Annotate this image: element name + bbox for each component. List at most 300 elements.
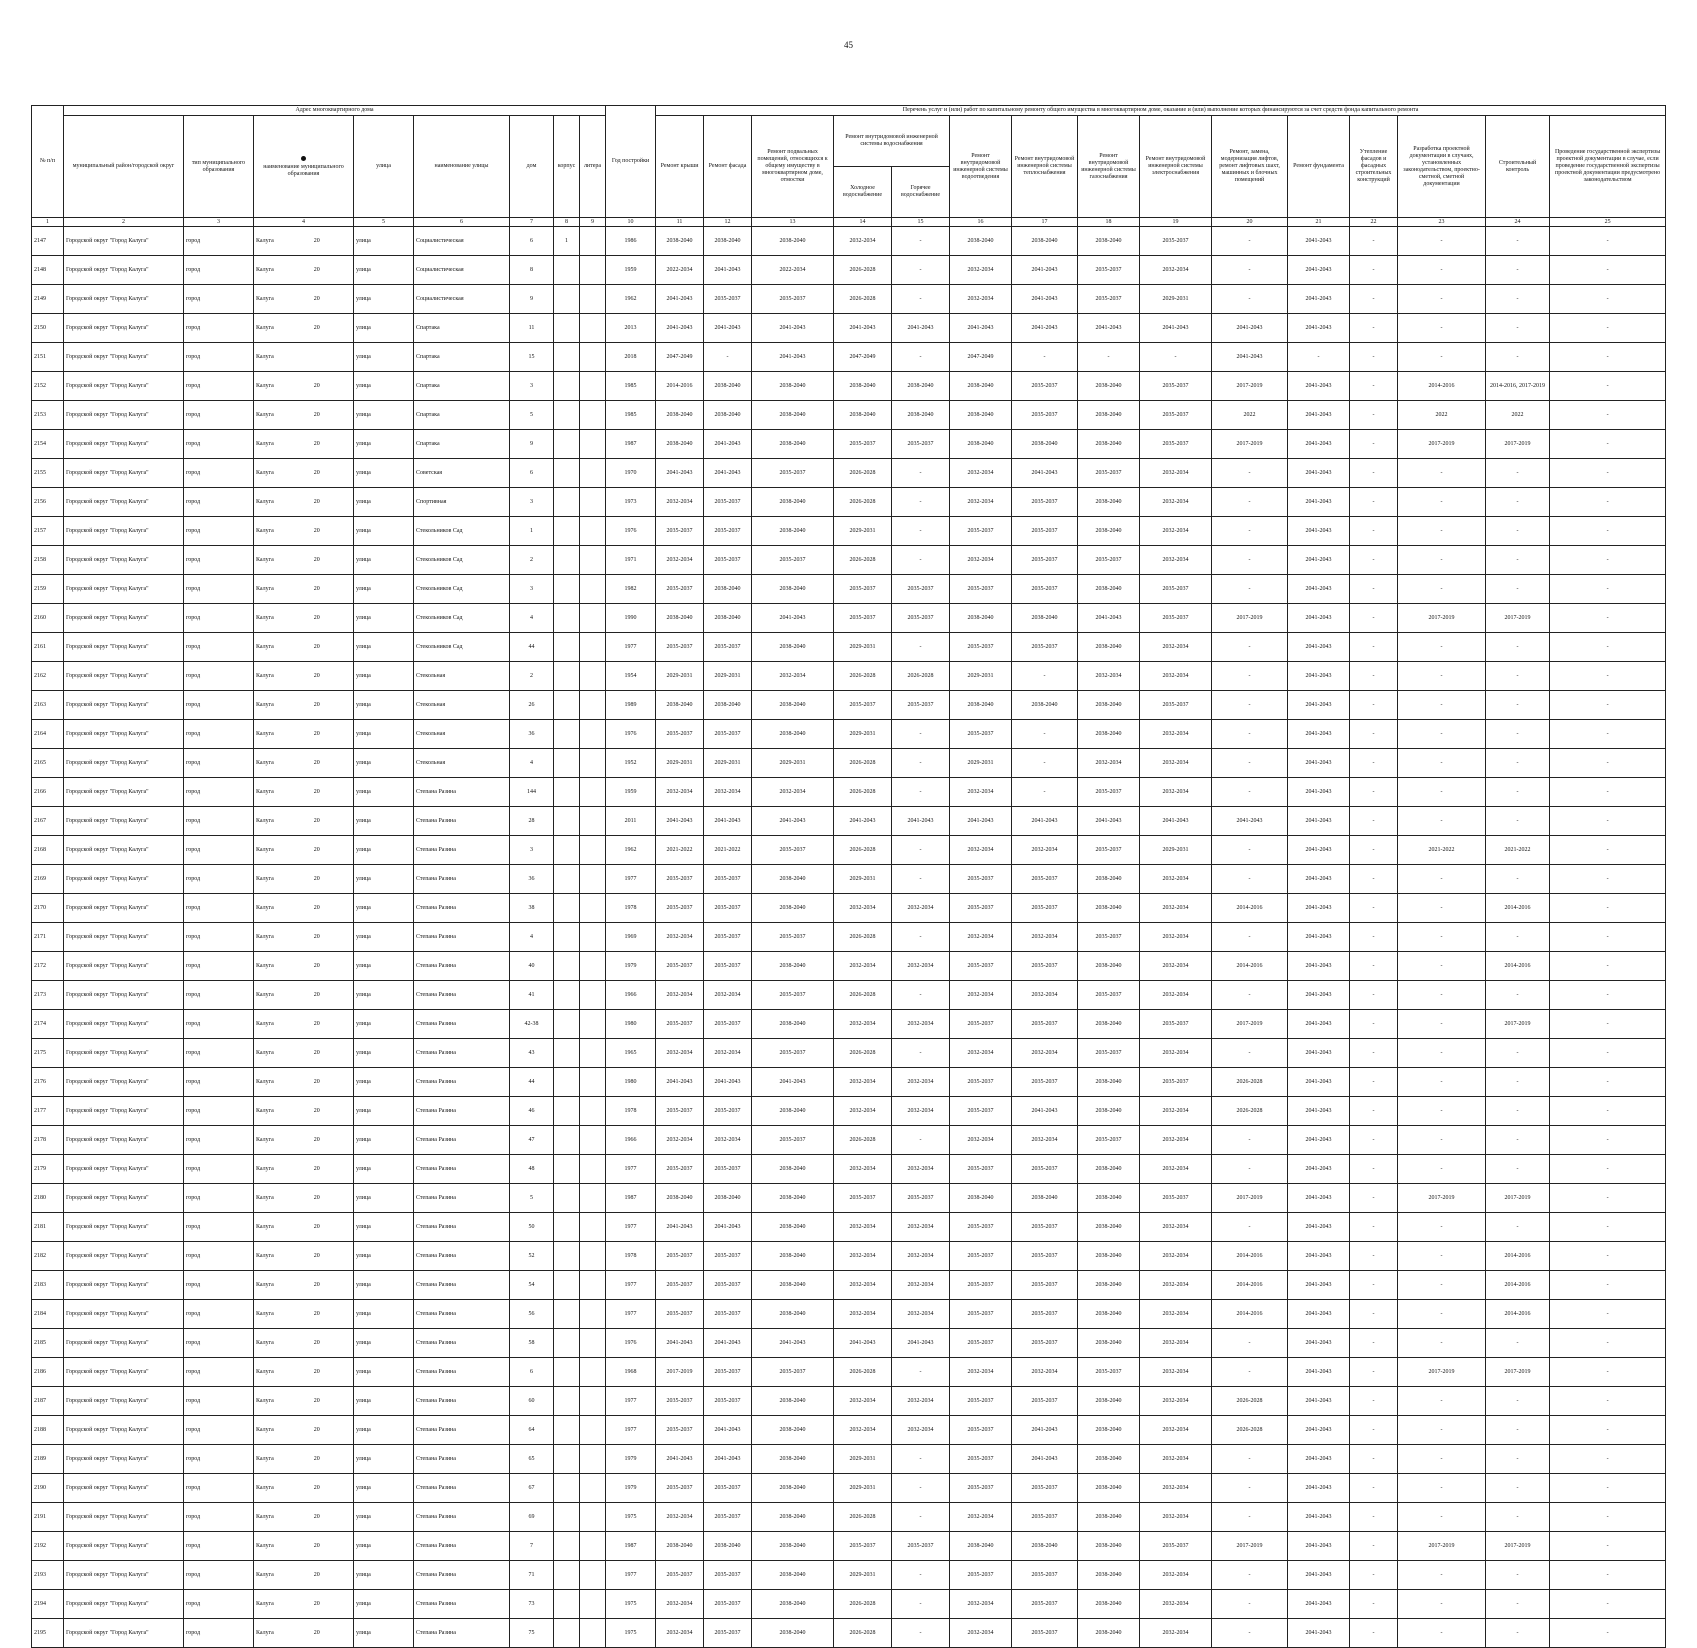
cell-c17: - bbox=[1012, 720, 1078, 749]
cell-c23: - bbox=[1398, 1416, 1486, 1445]
cell-c16: 2032-2034 bbox=[950, 1590, 1012, 1619]
cell-year: 1977 bbox=[606, 1561, 656, 1590]
cell-mo-code-text: 20 bbox=[313, 1078, 320, 1085]
cell-litera bbox=[580, 1039, 606, 1068]
cell-street: Социалистическая bbox=[414, 256, 510, 285]
cell-c12: 2038-2040 bbox=[704, 691, 752, 720]
cell-c25: - bbox=[1550, 1068, 1666, 1097]
cell-n: 2166 bbox=[32, 778, 64, 807]
cell-c18: 2035-2037 bbox=[1078, 778, 1140, 807]
cell-c25: - bbox=[1550, 372, 1666, 401]
table-row bbox=[32, 1039, 1666, 1068]
cell-c15: - bbox=[892, 778, 950, 807]
cell-type: город bbox=[184, 1271, 254, 1300]
cell-street: Стекольная bbox=[414, 662, 510, 691]
cell-c15: 2035-2037 bbox=[892, 575, 950, 604]
cell-korpus bbox=[554, 1300, 580, 1329]
cell-c21: 2041-2043 bbox=[1288, 691, 1350, 720]
cell-c22: - bbox=[1350, 1213, 1398, 1242]
cell-litera bbox=[580, 1474, 606, 1503]
cell-mo-name-text: Калуга bbox=[256, 1339, 274, 1346]
cell-c19: 2032-2034 bbox=[1140, 1126, 1212, 1155]
cell-c22: - bbox=[1350, 1445, 1398, 1474]
cell-mo-code-text: 20 bbox=[313, 382, 320, 389]
cell-c22: - bbox=[1350, 459, 1398, 488]
cell-c11: 2035-2037 bbox=[656, 1097, 704, 1126]
table-row bbox=[32, 430, 1666, 459]
cell-mo-name-text: Калуга bbox=[256, 730, 274, 737]
cell-korpus bbox=[554, 691, 580, 720]
cell-c18: 2038-2040 bbox=[1078, 1387, 1140, 1416]
cell-district: Городской округ "Город Калуга" bbox=[64, 1126, 184, 1155]
cell-c19: 2032-2034 bbox=[1140, 1155, 1212, 1184]
table-row bbox=[32, 517, 1666, 546]
cell-c13: 2038-2040 bbox=[752, 1619, 834, 1648]
cell-type: город bbox=[184, 575, 254, 604]
cell-c13: 2029-2031 bbox=[752, 749, 834, 778]
cell-n: 2168 bbox=[32, 836, 64, 865]
cell-c23: - bbox=[1398, 1242, 1486, 1271]
cell-mo-code-text: 20 bbox=[313, 1426, 320, 1433]
table-row bbox=[32, 1271, 1666, 1300]
cell-c11: 2038-2040 bbox=[656, 401, 704, 430]
cell-c21: 2041-2043 bbox=[1288, 1068, 1350, 1097]
cell-c14: 2032-2034 bbox=[834, 1387, 892, 1416]
cell-mo-name bbox=[254, 1213, 354, 1242]
cell-korpus bbox=[554, 720, 580, 749]
cell-c12: 2035-2037 bbox=[704, 488, 752, 517]
cell-c13: 2038-2040 bbox=[752, 488, 834, 517]
cell-korpus bbox=[554, 256, 580, 285]
cell-c12: 2041-2043 bbox=[704, 1329, 752, 1358]
cell-c20: - bbox=[1212, 662, 1288, 691]
table-row bbox=[32, 1300, 1666, 1329]
cell-c17: 2035-2037 bbox=[1012, 575, 1078, 604]
cell-c21: 2041-2043 bbox=[1288, 1503, 1350, 1532]
table-row bbox=[32, 459, 1666, 488]
cell-street: Степана Разина bbox=[414, 807, 510, 836]
table-row bbox=[32, 546, 1666, 575]
cell-c20: 2041-2043 bbox=[1212, 343, 1288, 372]
cell-c11: 2017-2019 bbox=[656, 1358, 704, 1387]
cell-street: Степана Разина bbox=[414, 1242, 510, 1271]
cell-st: улица bbox=[354, 459, 414, 488]
cell-korpus bbox=[554, 459, 580, 488]
cell-c15: - bbox=[892, 633, 950, 662]
cell-district: Городской округ "Город Калуга" bbox=[64, 923, 184, 952]
cell-c23: - bbox=[1398, 981, 1486, 1010]
cell-c20: - bbox=[1212, 1213, 1288, 1242]
table-row bbox=[32, 1532, 1666, 1561]
cell-c18: 2035-2037 bbox=[1078, 836, 1140, 865]
cell-c15: - bbox=[892, 1503, 950, 1532]
cell-district: Городской округ "Город Калуга" bbox=[64, 430, 184, 459]
cell-c16: 2032-2034 bbox=[950, 836, 1012, 865]
cell-street: Спартака bbox=[414, 343, 510, 372]
table-row bbox=[32, 952, 1666, 981]
cell-c19: 2032-2034 bbox=[1140, 1590, 1212, 1619]
cell-c17: - bbox=[1012, 343, 1078, 372]
cell-c24: - bbox=[1486, 1561, 1550, 1590]
column-number: 5 bbox=[354, 218, 414, 227]
cell-c16: 2032-2034 bbox=[950, 1358, 1012, 1387]
cell-n: 2173 bbox=[32, 981, 64, 1010]
cell-house: 52 bbox=[510, 1242, 554, 1271]
cell-mo-name-text: Калуга bbox=[256, 1107, 274, 1114]
cell-street: Социалистическая bbox=[414, 227, 510, 256]
cell-c18: 2038-2040 bbox=[1078, 1619, 1140, 1648]
cell-c20: - bbox=[1212, 1039, 1288, 1068]
cell-c12: 2041-2043 bbox=[704, 256, 752, 285]
cell-korpus bbox=[554, 865, 580, 894]
cell-street: Степана Разина bbox=[414, 1039, 510, 1068]
cell-house: 9 bbox=[510, 430, 554, 459]
cell-c22: - bbox=[1350, 691, 1398, 720]
cell-c11: 2032-2034 bbox=[656, 1039, 704, 1068]
cell-c11: 2047-2049 bbox=[656, 343, 704, 372]
cell-korpus bbox=[554, 662, 580, 691]
cell-st: улица bbox=[354, 749, 414, 778]
cell-n: 2193 bbox=[32, 1561, 64, 1590]
cell-district: Городской округ "Город Калуга" bbox=[64, 749, 184, 778]
cell-st: улица bbox=[354, 604, 414, 633]
cell-c20: 2041-2043 bbox=[1212, 314, 1288, 343]
cell-year: 1985 bbox=[606, 372, 656, 401]
cell-c24: - bbox=[1486, 1619, 1550, 1648]
cell-mo-name-text: Калуга bbox=[256, 991, 274, 998]
cell-c22: - bbox=[1350, 517, 1398, 546]
cell-c13: 2035-2037 bbox=[752, 923, 834, 952]
cell-type: город bbox=[184, 372, 254, 401]
cell-c21: 2041-2043 bbox=[1288, 1300, 1350, 1329]
cell-c16: 2035-2037 bbox=[950, 952, 1012, 981]
cell-litera bbox=[580, 1329, 606, 1358]
cell-c24: - bbox=[1486, 981, 1550, 1010]
cell-c18: 2038-2040 bbox=[1078, 227, 1140, 256]
cell-c18: - bbox=[1078, 343, 1140, 372]
cell-c25: - bbox=[1550, 1358, 1666, 1387]
cell-district: Городской округ "Город Калуга" bbox=[64, 517, 184, 546]
cell-litera bbox=[580, 923, 606, 952]
cell-c18: 2035-2037 bbox=[1078, 1039, 1140, 1068]
column-number: 25 bbox=[1550, 218, 1666, 227]
cell-c22: - bbox=[1350, 1561, 1398, 1590]
cell-n: 2188 bbox=[32, 1416, 64, 1445]
cell-c21: 2041-2043 bbox=[1288, 778, 1350, 807]
cell-st: улица bbox=[354, 1126, 414, 1155]
cell-c24: - bbox=[1486, 807, 1550, 836]
cell-c13: 2038-2040 bbox=[752, 1532, 834, 1561]
cell-street: Стекольников Сад bbox=[414, 633, 510, 662]
cell-c14: 2041-2043 bbox=[834, 807, 892, 836]
cell-c24: 2014-2016 bbox=[1486, 894, 1550, 923]
cell-c22: - bbox=[1350, 662, 1398, 691]
cell-c17: 2032-2034 bbox=[1012, 1358, 1078, 1387]
cell-type: город bbox=[184, 1039, 254, 1068]
cell-c19: 2032-2034 bbox=[1140, 662, 1212, 691]
cell-c16: 2035-2037 bbox=[950, 1329, 1012, 1358]
cell-c16: 2032-2034 bbox=[950, 256, 1012, 285]
cell-street: Спартака bbox=[414, 430, 510, 459]
cell-c12: 2038-2040 bbox=[704, 372, 752, 401]
cell-c25: - bbox=[1550, 1416, 1666, 1445]
cell-c18: 2035-2037 bbox=[1078, 1126, 1140, 1155]
cell-n: 2182 bbox=[32, 1242, 64, 1271]
cell-c16: 2038-2040 bbox=[950, 1184, 1012, 1213]
cell-c19: 2029-2031 bbox=[1140, 836, 1212, 865]
cell-c14: 2047-2049 bbox=[834, 343, 892, 372]
cell-c18: 2038-2040 bbox=[1078, 691, 1140, 720]
cell-c15: - bbox=[892, 1561, 950, 1590]
cell-c14: 2026-2028 bbox=[834, 749, 892, 778]
cell-c20: - bbox=[1212, 1329, 1288, 1358]
cell-c13: 2038-2040 bbox=[752, 1416, 834, 1445]
table-row bbox=[32, 633, 1666, 662]
cell-c22: - bbox=[1350, 1126, 1398, 1155]
cell-c18: 2038-2040 bbox=[1078, 894, 1140, 923]
cell-st: улица bbox=[354, 1039, 414, 1068]
table-row bbox=[32, 923, 1666, 952]
cell-c22: - bbox=[1350, 1329, 1398, 1358]
cell-c24: - bbox=[1486, 575, 1550, 604]
cell-c15: 2035-2037 bbox=[892, 604, 950, 633]
cell-year: 1954 bbox=[606, 662, 656, 691]
cell-st: улица bbox=[354, 1271, 414, 1300]
cell-year: 1965 bbox=[606, 1039, 656, 1068]
cell-mo-name-text: Калуга bbox=[256, 1629, 274, 1636]
cell-mo-name bbox=[254, 1474, 354, 1503]
cell-c24: 2014-2016 bbox=[1486, 1242, 1550, 1271]
cell-street: Степана Разина bbox=[414, 1590, 510, 1619]
cell-c20: - bbox=[1212, 1561, 1288, 1590]
cell-mo-name bbox=[254, 981, 354, 1010]
cell-house: 44 bbox=[510, 1068, 554, 1097]
column-number: 1 bbox=[32, 218, 64, 227]
cell-n: 2160 bbox=[32, 604, 64, 633]
cell-c24: - bbox=[1486, 256, 1550, 285]
cell-c16: 2032-2034 bbox=[950, 778, 1012, 807]
cell-litera bbox=[580, 314, 606, 343]
table-row bbox=[32, 1213, 1666, 1242]
cell-st: улица bbox=[354, 865, 414, 894]
cell-c12: 2041-2043 bbox=[704, 459, 752, 488]
cell-c20: - bbox=[1212, 1474, 1288, 1503]
cell-c20: 2014-2016 bbox=[1212, 1271, 1288, 1300]
cell-mo-name-text: Калуга bbox=[256, 382, 274, 389]
cell-n: 2185 bbox=[32, 1329, 64, 1358]
cell-c19: 2041-2043 bbox=[1140, 807, 1212, 836]
cell-c24: 2014-2016, 2017-2019 bbox=[1486, 372, 1550, 401]
cell-mo-name bbox=[254, 488, 354, 517]
cell-c21: 2041-2043 bbox=[1288, 1242, 1350, 1271]
table-row bbox=[32, 1242, 1666, 1271]
cell-district: Городской округ "Город Калуга" bbox=[64, 836, 184, 865]
cell-n: 2153 bbox=[32, 401, 64, 430]
table-row bbox=[32, 894, 1666, 923]
cell-n: 2192 bbox=[32, 1532, 64, 1561]
cell-c12: 2035-2037 bbox=[704, 546, 752, 575]
cell-mo-code-text: 20 bbox=[313, 1513, 320, 1520]
cell-mo-name-text: Калуга bbox=[256, 614, 274, 621]
cell-c19: 2032-2034 bbox=[1140, 981, 1212, 1010]
cell-c18: 2038-2040 bbox=[1078, 372, 1140, 401]
cell-c20: 2026-2028 bbox=[1212, 1097, 1288, 1126]
cell-c17: 2035-2037 bbox=[1012, 372, 1078, 401]
cell-korpus bbox=[554, 923, 580, 952]
cell-mo-name bbox=[254, 865, 354, 894]
cell-c23: - bbox=[1398, 1271, 1486, 1300]
cell-c11: 2038-2040 bbox=[656, 227, 704, 256]
cell-c15: 2032-2034 bbox=[892, 1387, 950, 1416]
cell-year: 1959 bbox=[606, 778, 656, 807]
cell-mo-name bbox=[254, 1329, 354, 1358]
table-row bbox=[32, 256, 1666, 285]
works-group-header: Перечень услуг и (или) работ по капитальному ремонту общего имущества в многоквартирном доме, оказание и (или) выполнение которых финансируются за счет средств фонда капитального ремонта bbox=[656, 106, 1666, 116]
cell-c14: 2035-2037 bbox=[834, 604, 892, 633]
cell-district: Городской округ "Город Калуга" bbox=[64, 720, 184, 749]
cell-year: 1976 bbox=[606, 1329, 656, 1358]
cell-c15: - bbox=[892, 285, 950, 314]
cell-mo-name bbox=[254, 778, 354, 807]
cell-district: Городской округ "Город Калуга" bbox=[64, 314, 184, 343]
cell-c11: 2032-2034 bbox=[656, 981, 704, 1010]
cell-korpus bbox=[554, 1590, 580, 1619]
cell-c14: 2026-2028 bbox=[834, 459, 892, 488]
cell-c16: 2035-2037 bbox=[950, 1474, 1012, 1503]
cell-house: 9 bbox=[510, 285, 554, 314]
cell-st: улица bbox=[354, 1329, 414, 1358]
cell-c20: 2017-2019 bbox=[1212, 1184, 1288, 1213]
cell-c22: - bbox=[1350, 1619, 1398, 1648]
cell-c14: 2026-2028 bbox=[834, 1503, 892, 1532]
cell-c20: - bbox=[1212, 488, 1288, 517]
cell-mo-name-text: Калуга bbox=[256, 324, 274, 331]
col-header-expertise: Проведение государственной экспертизы проектной документации в случае, если проведение государственной экспертизы проектной документации предусмотрено законодательством bbox=[1550, 116, 1666, 218]
cell-c14: 2032-2034 bbox=[834, 1300, 892, 1329]
cell-c17: 2035-2037 bbox=[1012, 894, 1078, 923]
cell-korpus bbox=[554, 1329, 580, 1358]
cell-c13: 2038-2040 bbox=[752, 894, 834, 923]
cell-c21: 2041-2043 bbox=[1288, 227, 1350, 256]
cell-year: 1977 bbox=[606, 633, 656, 662]
cell-mo-name-text: Калуга bbox=[256, 788, 274, 795]
cell-c23: 2021-2022 bbox=[1398, 836, 1486, 865]
cell-c25: - bbox=[1550, 1619, 1666, 1648]
cell-c13: 2038-2040 bbox=[752, 1300, 834, 1329]
cell-c13: 2038-2040 bbox=[752, 430, 834, 459]
cell-c25: - bbox=[1550, 662, 1666, 691]
cell-c19: 2032-2034 bbox=[1140, 1242, 1212, 1271]
cell-type: город bbox=[184, 691, 254, 720]
cell-korpus bbox=[554, 1532, 580, 1561]
cell-c25: - bbox=[1550, 546, 1666, 575]
cell-c24: 2022 bbox=[1486, 401, 1550, 430]
cell-c18: 2038-2040 bbox=[1078, 1010, 1140, 1039]
cell-c14: 2026-2028 bbox=[834, 1039, 892, 1068]
table-row bbox=[32, 314, 1666, 343]
cell-c24: 2014-2016 bbox=[1486, 952, 1550, 981]
cell-c20: - bbox=[1212, 749, 1288, 778]
cell-c13: 2038-2040 bbox=[752, 1097, 834, 1126]
cell-c20: - bbox=[1212, 546, 1288, 575]
col-header-num: № п/п bbox=[32, 106, 64, 218]
cell-c23: 2014-2016 bbox=[1398, 372, 1486, 401]
cell-c14: 2032-2034 bbox=[834, 227, 892, 256]
cell-c18: 2038-2040 bbox=[1078, 1271, 1140, 1300]
cell-district: Городской округ "Город Калуга" bbox=[64, 372, 184, 401]
cell-mo-name bbox=[254, 1010, 354, 1039]
cell-c25: - bbox=[1550, 1271, 1666, 1300]
cell-district: Городской округ "Город Калуга" bbox=[64, 1213, 184, 1242]
cell-c21: 2041-2043 bbox=[1288, 1445, 1350, 1474]
cell-c12: 2035-2037 bbox=[704, 1590, 752, 1619]
cell-c25: - bbox=[1550, 1010, 1666, 1039]
cell-district: Городской округ "Город Калуга" bbox=[64, 256, 184, 285]
cell-c24: - bbox=[1486, 923, 1550, 952]
table-row bbox=[32, 1619, 1666, 1648]
cell-mo-code-text: 20 bbox=[313, 933, 320, 940]
col-header-gas: Ремонт внутридомовой инженерной системы газоснабжения bbox=[1078, 116, 1140, 218]
cell-c12: 2035-2037 bbox=[704, 1271, 752, 1300]
cell-c18: 2038-2040 bbox=[1078, 1300, 1140, 1329]
cell-c25: - bbox=[1550, 1590, 1666, 1619]
cell-c17: 2035-2037 bbox=[1012, 546, 1078, 575]
column-number: 2 bbox=[64, 218, 184, 227]
cell-c15: - bbox=[892, 227, 950, 256]
cell-c22: - bbox=[1350, 1271, 1398, 1300]
cell-type: город bbox=[184, 314, 254, 343]
cell-c13: 2035-2037 bbox=[752, 1039, 834, 1068]
cell-mo-code-text: 20 bbox=[313, 527, 320, 534]
cell-korpus bbox=[554, 1126, 580, 1155]
cell-c22: - bbox=[1350, 1068, 1398, 1097]
cell-c25: - bbox=[1550, 517, 1666, 546]
cell-c22: - bbox=[1350, 1358, 1398, 1387]
cell-c17: 2032-2034 bbox=[1012, 1039, 1078, 1068]
column-number: 21 bbox=[1288, 218, 1350, 227]
cell-mo-name-text: Калуга bbox=[256, 469, 274, 476]
cell-n: 2158 bbox=[32, 546, 64, 575]
cell-c14: 2038-2040 bbox=[834, 372, 892, 401]
cell-c22: - bbox=[1350, 604, 1398, 633]
cell-mo-code-text: 20 bbox=[313, 556, 320, 563]
cell-mo-name-text: Калуга bbox=[256, 295, 274, 302]
cell-c20: - bbox=[1212, 691, 1288, 720]
col-header-house: дом bbox=[510, 116, 554, 218]
cell-c21: 2041-2043 bbox=[1288, 1039, 1350, 1068]
cell-c18: 2035-2037 bbox=[1078, 459, 1140, 488]
cell-mo-name bbox=[254, 1155, 354, 1184]
cell-type: город bbox=[184, 1619, 254, 1648]
column-number: 16 bbox=[950, 218, 1012, 227]
cell-c24: - bbox=[1486, 1068, 1550, 1097]
cell-c19: 2041-2043 bbox=[1140, 314, 1212, 343]
cell-korpus: 1 bbox=[554, 227, 580, 256]
cell-c13: 2041-2043 bbox=[752, 1329, 834, 1358]
cell-c11: 2032-2034 bbox=[656, 1503, 704, 1532]
col-header-foundation: Ремонт фундамента bbox=[1288, 116, 1350, 218]
cell-mo-code-text: 20 bbox=[313, 730, 320, 737]
cell-street: Степана Разина bbox=[414, 1329, 510, 1358]
cell-type: город bbox=[184, 894, 254, 923]
cell-st: улица bbox=[354, 430, 414, 459]
cell-mo-code-text: 20 bbox=[313, 701, 320, 708]
cell-c13: 2038-2040 bbox=[752, 720, 834, 749]
cell-c21: 2041-2043 bbox=[1288, 807, 1350, 836]
cell-mo-name bbox=[254, 401, 354, 430]
cell-year: 1987 bbox=[606, 1184, 656, 1213]
cell-c25: - bbox=[1550, 1097, 1666, 1126]
